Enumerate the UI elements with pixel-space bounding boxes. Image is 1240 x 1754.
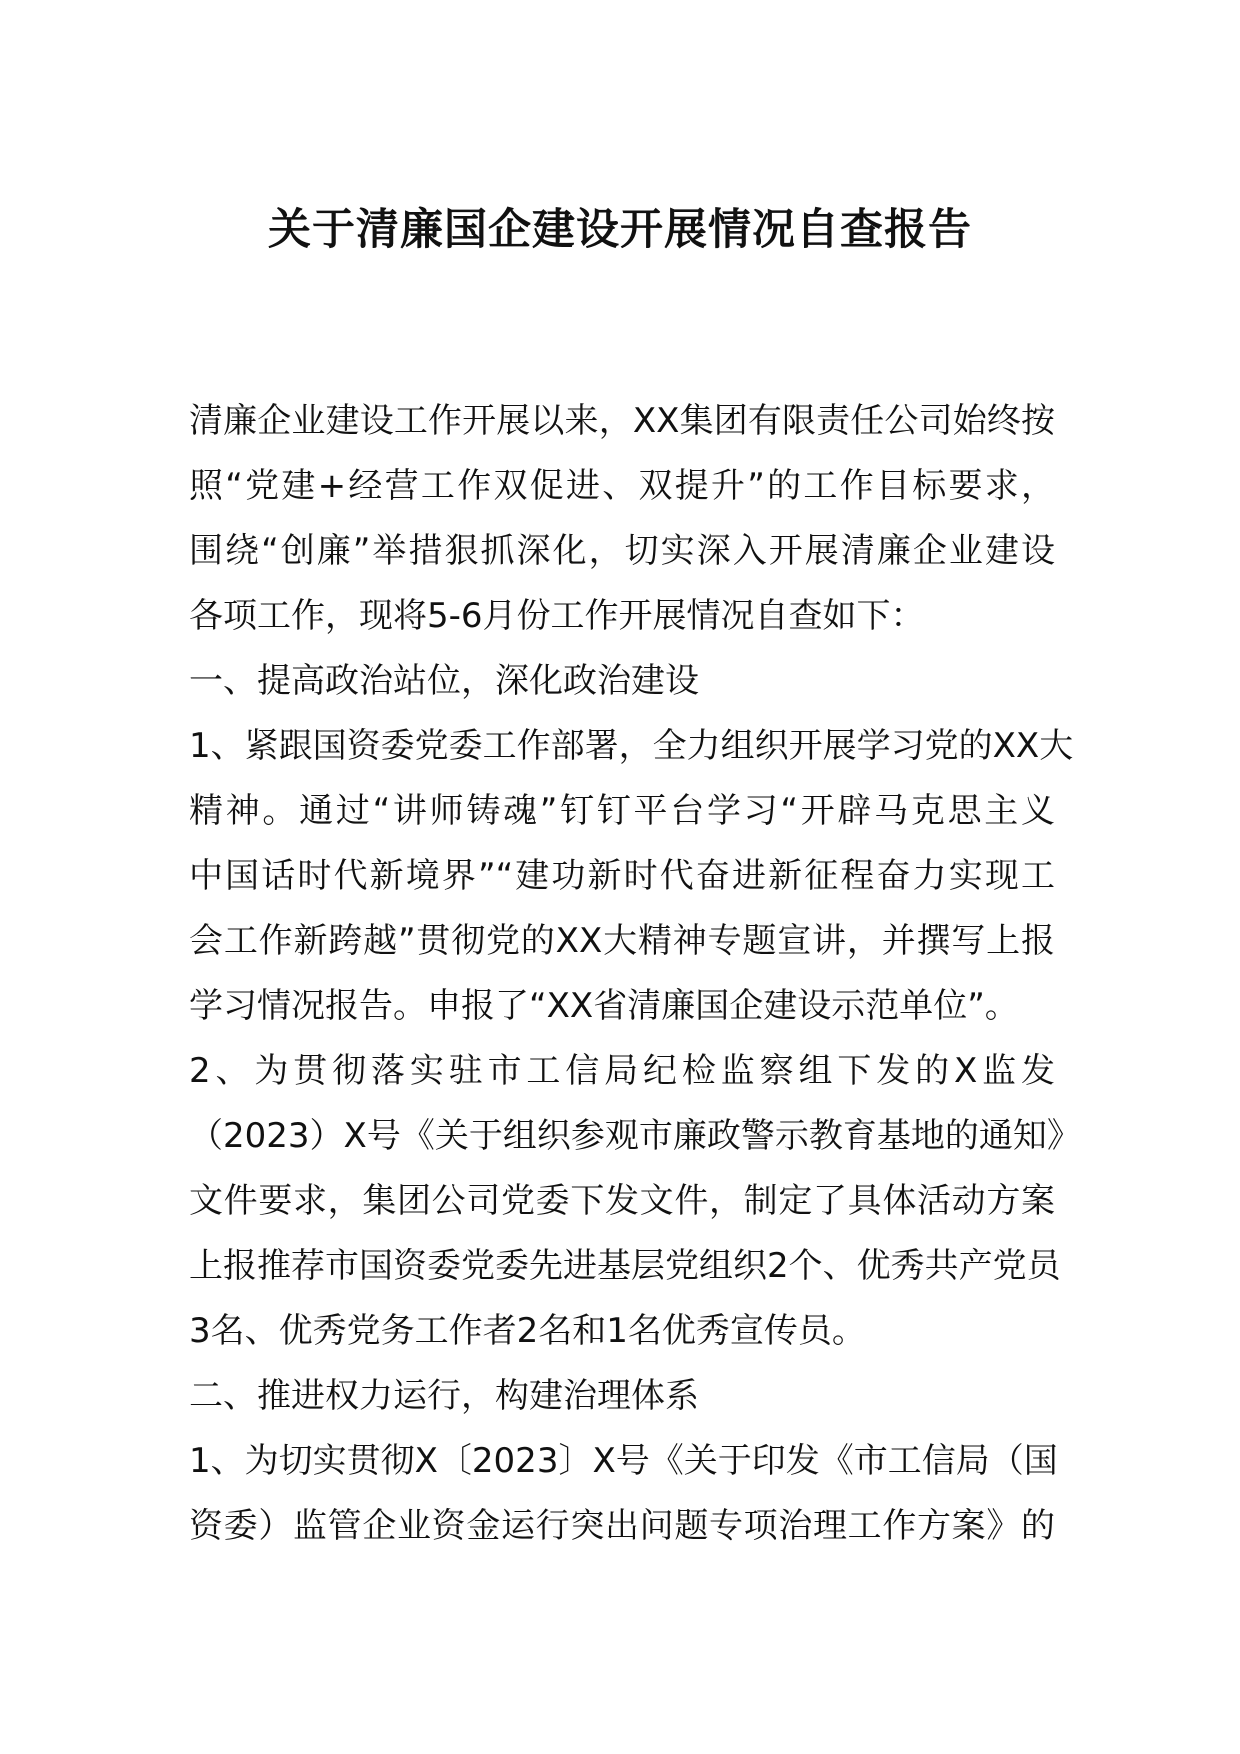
body-line: 照“党建+经营工作双促进、双提升”的工作目标要求，: [189, 466, 1055, 506]
document-body: [189, 389, 1081, 1559]
body-line: 1、紧跟国资委党委工作部署，全力组织开展学习党的XX大: [189, 726, 1074, 766]
body-line: 清廉企业建设工作开展以来，XX集团有限责任公司始终按: [189, 401, 1055, 441]
body-line: 会工作新跨越”贯彻党的XX大精神专题宣讲，并撰写上报: [189, 921, 1055, 961]
body-line: 文件要求，集团公司党委下发文件，制定了具体活动方案: [189, 1181, 1055, 1221]
body-line: 围绕“创廉”举措狠抓深化，切实深入开展清廉企业建设: [189, 531, 1055, 571]
body-line: （2023）X号《关于组织参观市廉政警示教育基地的通知》: [189, 1116, 1081, 1156]
section-heading: 一、提高政治站位，深化政治建设: [189, 661, 699, 701]
body-line: 精神。通过“讲师铸魂”钉钉平台学习“开辟马克思主义: [189, 791, 1055, 831]
body-line: 资委）监管企业资金运行突出问题专项治理工作方案》的: [189, 1506, 1055, 1546]
body-line: 1、为切实贯彻X〔2023〕X号《关于印发《市工信局（国: [189, 1441, 1058, 1481]
document-title: 关于清廉国企建设开展情况自查报告: [268, 205, 972, 255]
body-line: 2、为贯彻落实驻市工信局纪检监察组下发的X监发: [189, 1051, 1055, 1091]
section-heading: 二、推进权力运行，构建治理体系: [189, 1376, 699, 1416]
body-line: 各项工作，现将5-6月份工作开展情况自查如下：: [189, 596, 925, 636]
body-line: 学习情况报告。申报了“XX省清廉国企建设示范单位”。: [189, 986, 1019, 1026]
body-line: 上报推荐市国资委党委先进基层党组织2个、优秀共产党员: [189, 1246, 1061, 1286]
body-line: 中国话时代新境界”“建功新时代奋进新征程奋力实现工: [189, 856, 1055, 896]
body-line: 3名、优秀党务工作者2名和1名优秀宣传员。: [189, 1311, 866, 1351]
